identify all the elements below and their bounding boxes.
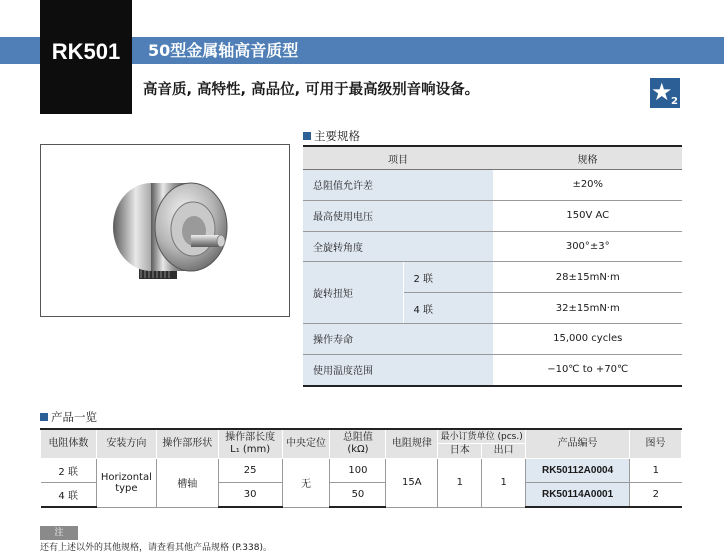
cell-taper: 15A (386, 459, 438, 508)
cell-moq-export: 1 (482, 459, 526, 508)
cell-part-number: RK50112A0004 (526, 459, 630, 483)
spec-value: 150V AC (493, 200, 682, 231)
cell-body: 4 联 (41, 483, 97, 508)
col-header-detent: 中央定位 (282, 429, 330, 459)
cell-drawing: 2 (630, 483, 682, 508)
spec-sublabel: 2 联 (403, 262, 493, 293)
spec-row-temp (303, 354, 682, 385)
spec-row-voltage (303, 200, 682, 231)
rating-badge (650, 78, 680, 108)
note-label: 注 (40, 526, 78, 540)
col-header-moq-japan: 日本 (438, 444, 482, 459)
col-header-moq-export: 出口 (482, 444, 526, 459)
spec-row-life (303, 323, 682, 354)
potentiometer-image (41, 145, 289, 316)
spec-label: 全旋转角度 (303, 231, 493, 262)
cell-body: 2 联 (41, 459, 97, 483)
spec-label: 旋转扭矩 (303, 262, 403, 324)
spec-label: 最高使用电压 (303, 200, 493, 231)
col-header-length: 操作部长度 L₁ (mm) (218, 429, 282, 459)
star-icon: ★ (651, 78, 673, 106)
cell-part-number: RK50114A0001 (526, 483, 630, 508)
spec-value: 28±15mN·m (493, 262, 682, 293)
product-section-title: 产品一览 (40, 410, 97, 424)
spec-value: −10℃ to +70℃ (493, 354, 682, 385)
col-header-mount: 安装方向 (96, 429, 156, 459)
cell-shape: 槽轴 (156, 459, 218, 508)
col-header-part: 产品编号 (526, 429, 630, 459)
cell-resistance: 50 (330, 483, 386, 508)
col-header-taper: 电阻规律 (386, 429, 438, 459)
model-name: RK501 (51, 39, 121, 64)
badge-number: 2 (671, 96, 678, 107)
tagline: 高音质, 高特性, 高品位, 可用于最高级别音响设备。 (143, 82, 480, 98)
spec-table (303, 145, 682, 387)
spec-value: 15,000 cycles (493, 323, 682, 354)
spec-row-rotation (303, 231, 682, 262)
col-header-drawing: 图号 (630, 429, 682, 459)
product-header-row (41, 429, 682, 444)
spec-label: 操作寿命 (303, 323, 493, 354)
cell-moq-japan: 1 (438, 459, 482, 508)
col-header-moq: 最小订货单位 (pcs.) (438, 429, 526, 444)
cell-resistance: 100 (330, 459, 386, 483)
spec-value: ±20% (493, 170, 682, 201)
col-header-spec: 规格 (493, 146, 682, 170)
spec-row-tolerance (303, 170, 682, 201)
col-header-body: 电阻体数 (41, 429, 97, 459)
spec-value: 300°±3° (493, 231, 682, 262)
cell-mount: Horizontal type (96, 459, 156, 508)
note-text: 还有上述以外的其他规格，请查看其他产品规格 (P.338)。 (40, 543, 272, 553)
cell-detent: 无 (282, 459, 330, 508)
col-header-item: 项目 (303, 146, 493, 170)
page-subtitle: 50型金属轴高音质型 (148, 41, 299, 60)
col-header-resistance: 总阻值 (kΩ) (330, 429, 386, 459)
cell-drawing: 1 (630, 459, 682, 483)
table-row (41, 459, 682, 483)
spec-label: 总阻值允许差 (303, 170, 493, 201)
spec-sublabel: 4 联 (403, 293, 493, 324)
spec-section-title: 主要规格 (303, 129, 360, 143)
product-table (40, 428, 682, 508)
col-header-shape: 操作部形状 (156, 429, 218, 459)
cell-length: 30 (218, 483, 282, 508)
product-photo (40, 144, 290, 317)
section-square-icon (303, 132, 311, 140)
cell-length: 25 (218, 459, 282, 483)
spec-row-torque-2 (303, 262, 682, 293)
spec-label: 使用温度范围 (303, 354, 493, 385)
section-square-icon (40, 413, 48, 421)
spec-header-row (303, 146, 682, 170)
spec-value: 32±15mN·m (493, 293, 682, 324)
